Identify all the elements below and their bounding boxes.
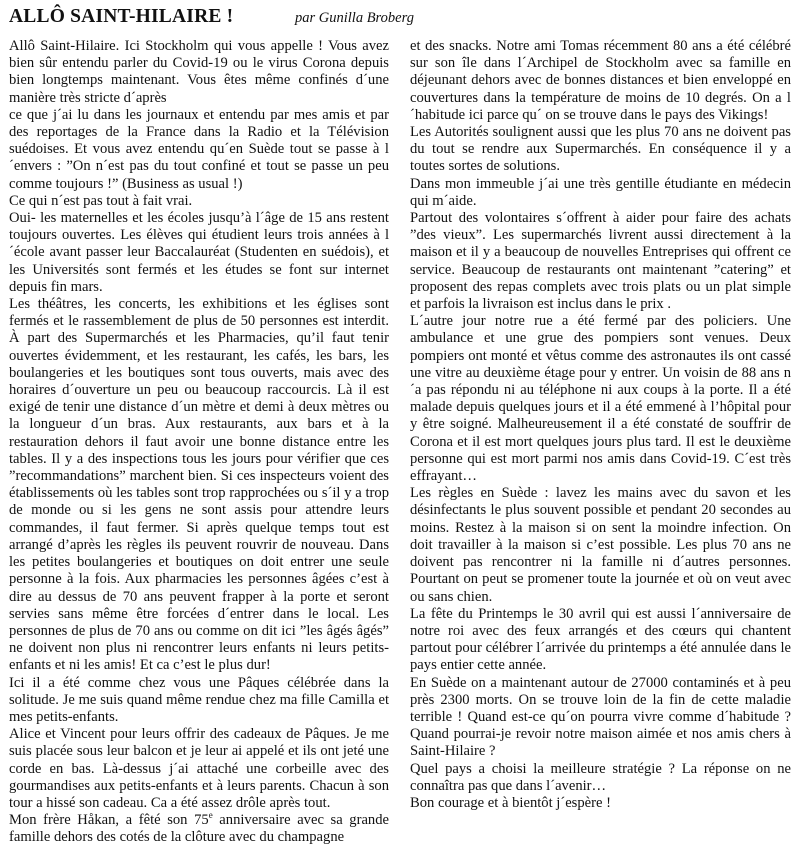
right-column xyxy=(410,38,791,812)
paragraph: Les Autorités soulignent aussi que les plus 70 ans ne doivent pas du tout se rendre aux Supermarchés. En conséquence il y a toutes sortes de solutions. xyxy=(410,124,791,175)
paragraph: Bon courage et à bientôt j´espère ! xyxy=(410,794,611,811)
paragraph: L´autre jour notre rue a été fermé par des policiers. Une ambulance et une grue des pompiers sont venues. Deux pompiers ont monté et vêtus comme des astronautes ils ont cassé une vitre au deuxième étage pour y entrer. Un voisin de 88 ans n´a pas répondu ni au téléphone ni aux coups à la porte. Il a été malade depuis quelques jours et il a été emmené à l’hôpital pour y être soigné. Malheureusement il a été constaté de souffrir de Corona et il est mort quelques jours plus tard. Il est le deuxième personne qui est mort parmi nos amis dans Covid-19. C´est très effrayant… xyxy=(410,313,791,485)
paragraph: Ce qui n´est pas tout à fait vrai. xyxy=(9,192,193,209)
paragraph-text: anniversaire avec sa grande famille dehors des cotés de la clôture avec du champagne xyxy=(9,812,389,846)
paragraph: La fête du Printemps le 30 avril qui est aussi l´anniversaire de notre roi avec des feux arrangés et des cœurs qui chantent partout pour célébrer l´arrivée du printemps a été annulée dans le pays entier cette année. xyxy=(410,605,791,674)
paragraph: Dans mon immeuble j´ai une très gentille étudiante en médecin qui m´aide. xyxy=(410,175,791,209)
paragraph: Alice et Vincent pour leurs offrir des cadeaux de Pâques. Je me suis placée sous leur balcon et je leur ai appelé et ils ont jeté une corde en bas. Là-dessus j´ai attaché une corbeille avec des gourmandises aux petits-enfants et à leurs parents. Chacun à son tour a hissé son cadeau. Ca a été assez drôle après tout. xyxy=(9,726,389,811)
paragraph: Ici il a été comme chez vous une Pâques célébrée dans la solitude. Je me suis quand même rendue chez ma fille Camilla et mes petits-enfants. xyxy=(9,674,389,725)
paragraph: Partout des volontaires s´offrent à aider pour faire des achats ”des vieux”. Les supermarchés livrent aussi directement à la maison et il y a beaucoup de nouvelles Entreprises qui offrent ce service. Beaucoup de restaurants ont maintenant ”catering” et proposent des repas complets avec trois plats ou un plat simple et parfois la livraison est inclus dans le prix . xyxy=(410,210,791,313)
paragraph: ce que j´ai lu dans les journaux et entendu par mes amis et par des reportages de la France dans la Radio et la Télévision suédoises. Et vous avez entendu qu´en Suède tout se passe à l´envers : ”On n´est pas du tout confiné et tout se passe un peu comme toujours !” (Business as usual !) xyxy=(9,106,389,192)
paragraph: En Suède on a maintenant autour de 27000 contaminés et à peu près 2300 morts. On se trouve loin de la fin de cette maladie terrible ! Quand est-ce qu´on pourra vivre comme d´habitude ? Quand pourrai-je revoir notre maison aimée et nos amis chers à Saint-Hilaire ? xyxy=(410,674,791,760)
article-header xyxy=(9,4,789,34)
paragraph: Les théâtres, les concerts, les exhibitions et les églises sont fermés et le rassemblement de plus de 50 personnes est interdit. À part des Supermarchés et les Pharmacies, qu’il faut tenir ouvertes évidemment, et les restaurant, les cafés, les bars, les boulangeries et les boutiques sont tous ouverts, mais avec des horaires d´ouverture un peu ou beaucoup raccourcis. Là il est exigé de tenir une distance d´un mètre et demi à deux mètres ou la longueur d´un bras. Aux restaurants, aux bars et à la restauration dehors il faut avoir une bonne distance entre les tables. Il y a des inspections tous les jours pour vérifier que ces ”recommandations” marchent bien. Si ces inspecteurs voient des établissements où les tables sont trop rapprochées ou s´il y a trop de monde ou si les gens ne sont assis pour attendre leurs commandes, il faut fermer. Si après quelque temps tout est arrangé d’après les règles ils peuvent rouvrir de nouveau. Dans les petites boulangeries et boutiques on doit entrer une seule personne à la fois. Aux pharmacies les personnes âgées c’est à dire au dessus de 70 ans peuvent frapper à la porte et seront servies sans même être forcées d´entrer dans le local. Les personnes de plus de 70 ans ou comme on dit ici ”les âgés âgés” ne doivent non plus ni rencontrer leurs enfants ni leurs petits-enfants et ni les amis! Et ca c’est le plus dur! xyxy=(9,296,389,674)
paragraph: Les règles en Suède : lavez les mains avec du savon et les désinfectants le plus souvent possible et pendant 20 secondes au moins. Restez à la maison si on sent la moindre infection. On doit travailler à la maison si c’est possible. Les plus 70 ans ne doivent pas rencontrer ni la famille ni d´autres personnes. Pourtant on peut se promener toute la journée et où on veut avec ou sans chien. xyxy=(410,485,791,605)
paragraph xyxy=(9,812,389,846)
ordinal-superscript: e xyxy=(208,810,213,821)
author-byline: par Gunilla Broberg xyxy=(295,10,414,26)
paragraph-text: Mon frère Håkan, a fêté son 75 xyxy=(9,812,209,829)
article-title: ALLÔ SAINT-HILAIRE ! xyxy=(9,6,234,27)
paragraph: Oui- les maternelles et les écoles jusqu’à l´âge de 15 ans restent toujours ouvertes. Les élèves qui étudient leurs trois années à l´école avant passer leur Baccalauréat (Studenten en suédois), et les Universités sont fermés et les études se font sur internet depuis fin mars. xyxy=(9,210,389,295)
paragraph: Allô Saint-Hilaire. Ici Stockholm qui vous appelle ! Vous avez bien sûr entendu parler du Covid-19 ou le virus Corona depuis bien longtemps maintenant. Vous êtes même confinés d´une manière très stricte d´après xyxy=(9,38,389,106)
paragraph: et des snacks. Notre ami Tomas récemment 80 ans a été célébré sur son île dans l´Archipel de Stockholm avec sa famille en déjeunant dehors avec de bonnes distances et bien enveloppé en couvertures dans la température de moins de 10 degrés. On a l´habitude ici parce qu´ on se trouve dans le pays des Vikings! xyxy=(410,38,791,123)
paragraph: Quel pays a choisi la meilleure stratégie ? La réponse on ne connaîtra pas que dans l´avenir… xyxy=(410,760,791,794)
left-column xyxy=(9,38,389,847)
